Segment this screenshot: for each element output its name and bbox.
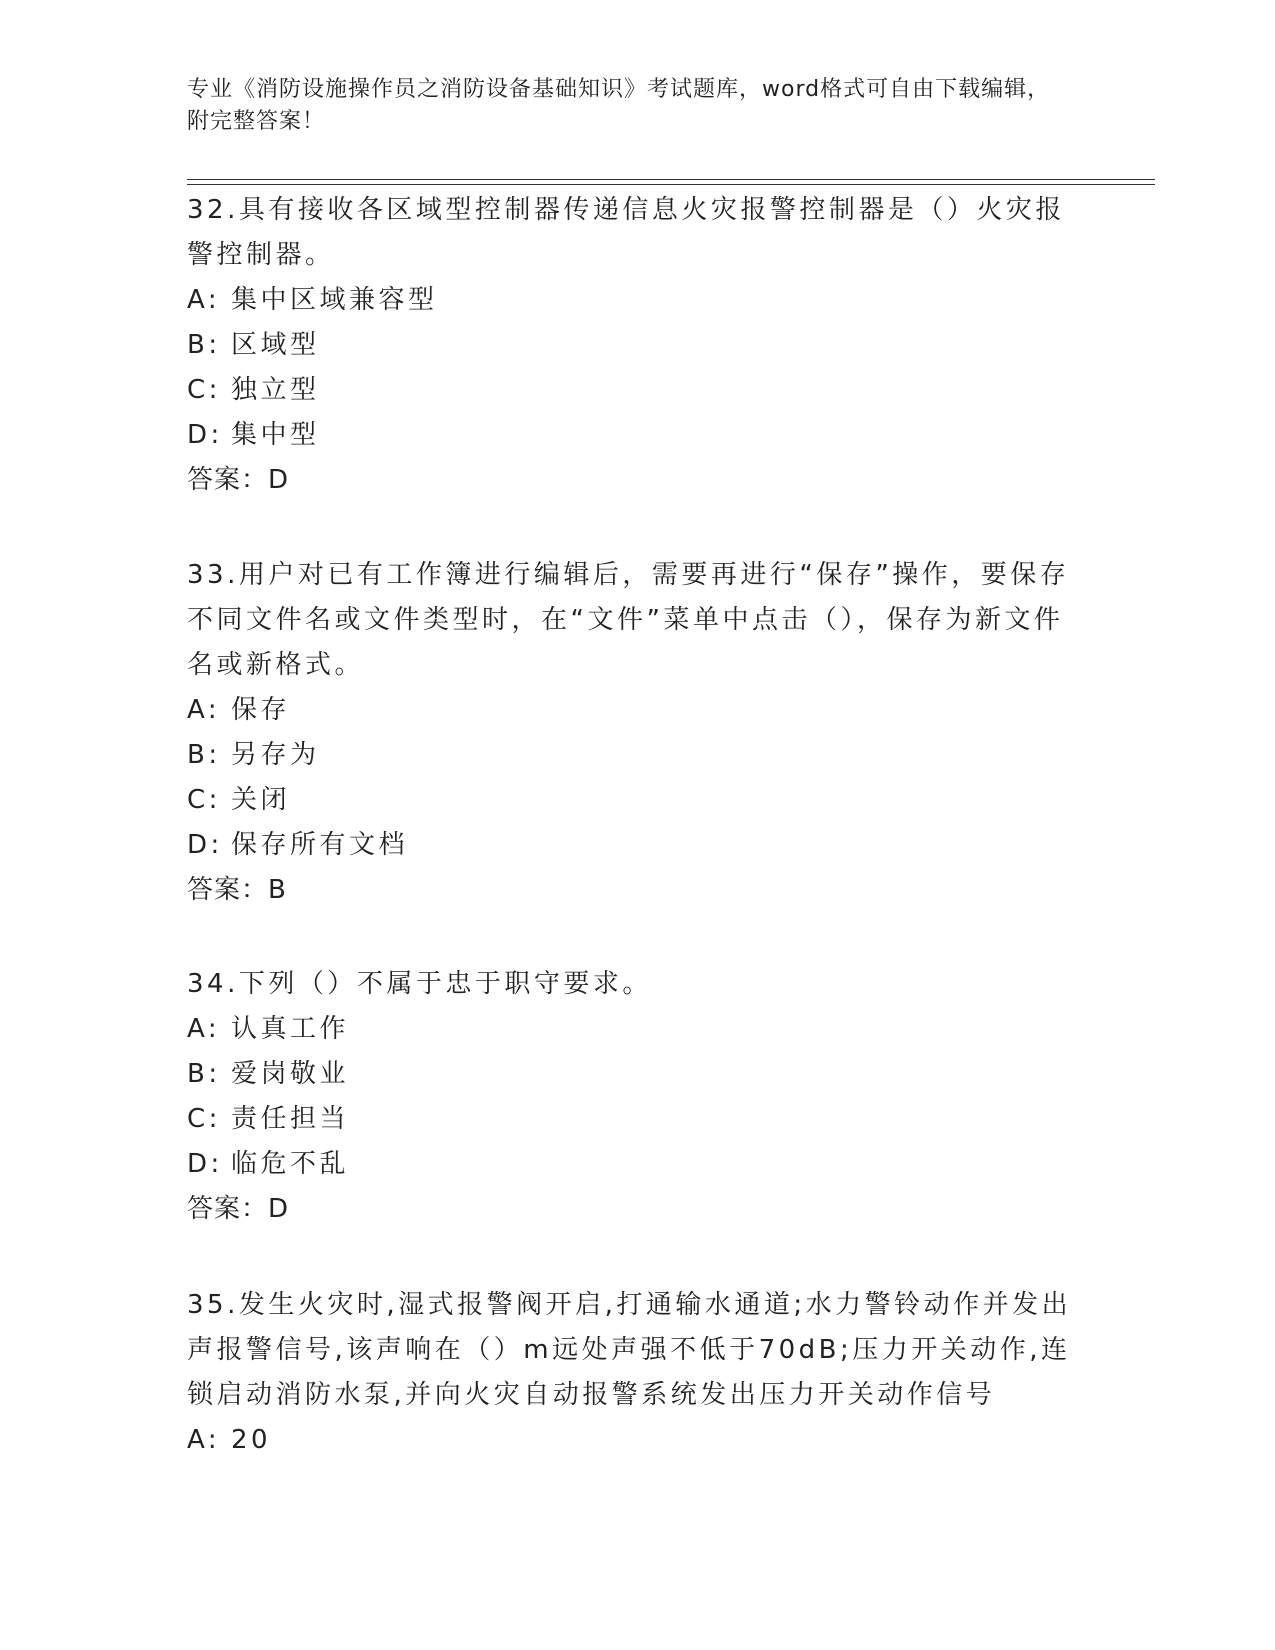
option-letter: D: [187, 830, 223, 860]
header-divider-bottom [187, 184, 1155, 185]
option-letter: C: [187, 375, 221, 405]
option-d [187, 1142, 1087, 1187]
option-c [187, 368, 1087, 413]
option-text: 责任担当 [231, 1104, 350, 1134]
option-c [187, 1097, 1087, 1142]
question-stem: 34.下列（）不属于忠于职守要求。 [187, 969, 652, 999]
question-33 [187, 553, 1087, 913]
option-text: 集中区域兼容型 [231, 285, 438, 315]
answer-line: 答案：D [187, 1194, 290, 1224]
option-letter: B: [187, 330, 221, 360]
option-text: 认真工作 [231, 1014, 350, 1044]
option-letter: A: [187, 1014, 221, 1044]
option-text: 另存为 [231, 740, 320, 770]
option-text: 保存所有文档 [231, 830, 409, 860]
option-d [187, 413, 1087, 458]
document-header: 专业《消防设施操作员之消防设备基础知识》考试题库，word格式可自由下载编辑，附完整答案！ [187, 77, 1051, 134]
option-text: 临危不乱 [231, 1149, 350, 1179]
question-stem: 35.发生火灾时,湿式报警阀开启,打通输水通道;水力警铃动作并发出声报警信号,该声响在（）m远处声强不低于70dB;压力开关动作,连锁启动消防水泵,并向火灾自动报警系统发出压力开关动作信号 [187, 1290, 1072, 1410]
question-stem: 33.用户对已有工作簿进行编辑后，需要再进行“保存”操作，要保存不同文件名或文件类型时，在“文件”菜单中点击（），保存为新文件名或新格式。 [187, 560, 1070, 680]
option-a [187, 1418, 1087, 1463]
option-text: 关闭 [231, 785, 291, 815]
option-text: 爱岗敬业 [231, 1059, 350, 1089]
option-a [187, 278, 1087, 323]
option-letter: D: [187, 420, 223, 450]
option-a [187, 688, 1087, 733]
option-d [187, 823, 1087, 868]
option-letter: A: [187, 695, 221, 725]
question-32 [187, 188, 1087, 503]
option-b [187, 733, 1087, 778]
option-text: 保存 [231, 695, 291, 725]
option-c [187, 778, 1087, 823]
option-letter: C: [187, 785, 221, 815]
answer-line: 答案：B [187, 875, 287, 905]
option-letter: D: [187, 1149, 223, 1179]
option-text: 集中型 [231, 420, 320, 450]
question-35 [187, 1283, 1087, 1463]
option-text: 区域型 [231, 330, 320, 360]
option-letter: B: [187, 740, 221, 770]
option-letter: A: [187, 1425, 221, 1455]
option-text: 20 [231, 1425, 272, 1455]
option-b [187, 323, 1087, 368]
option-b [187, 1052, 1087, 1097]
option-text: 独立型 [231, 375, 320, 405]
header-divider-top [187, 179, 1155, 180]
option-letter: C: [187, 1104, 221, 1134]
option-a [187, 1007, 1087, 1052]
question-stem: 32.具有接收各区域型控制器传递信息火灾报警控制器是（）火灾报警控制器。 [187, 195, 1065, 270]
option-letter: A: [187, 285, 221, 315]
answer-line: 答案：D [187, 465, 290, 495]
option-letter: B: [187, 1059, 221, 1089]
question-34 [187, 962, 1087, 1232]
